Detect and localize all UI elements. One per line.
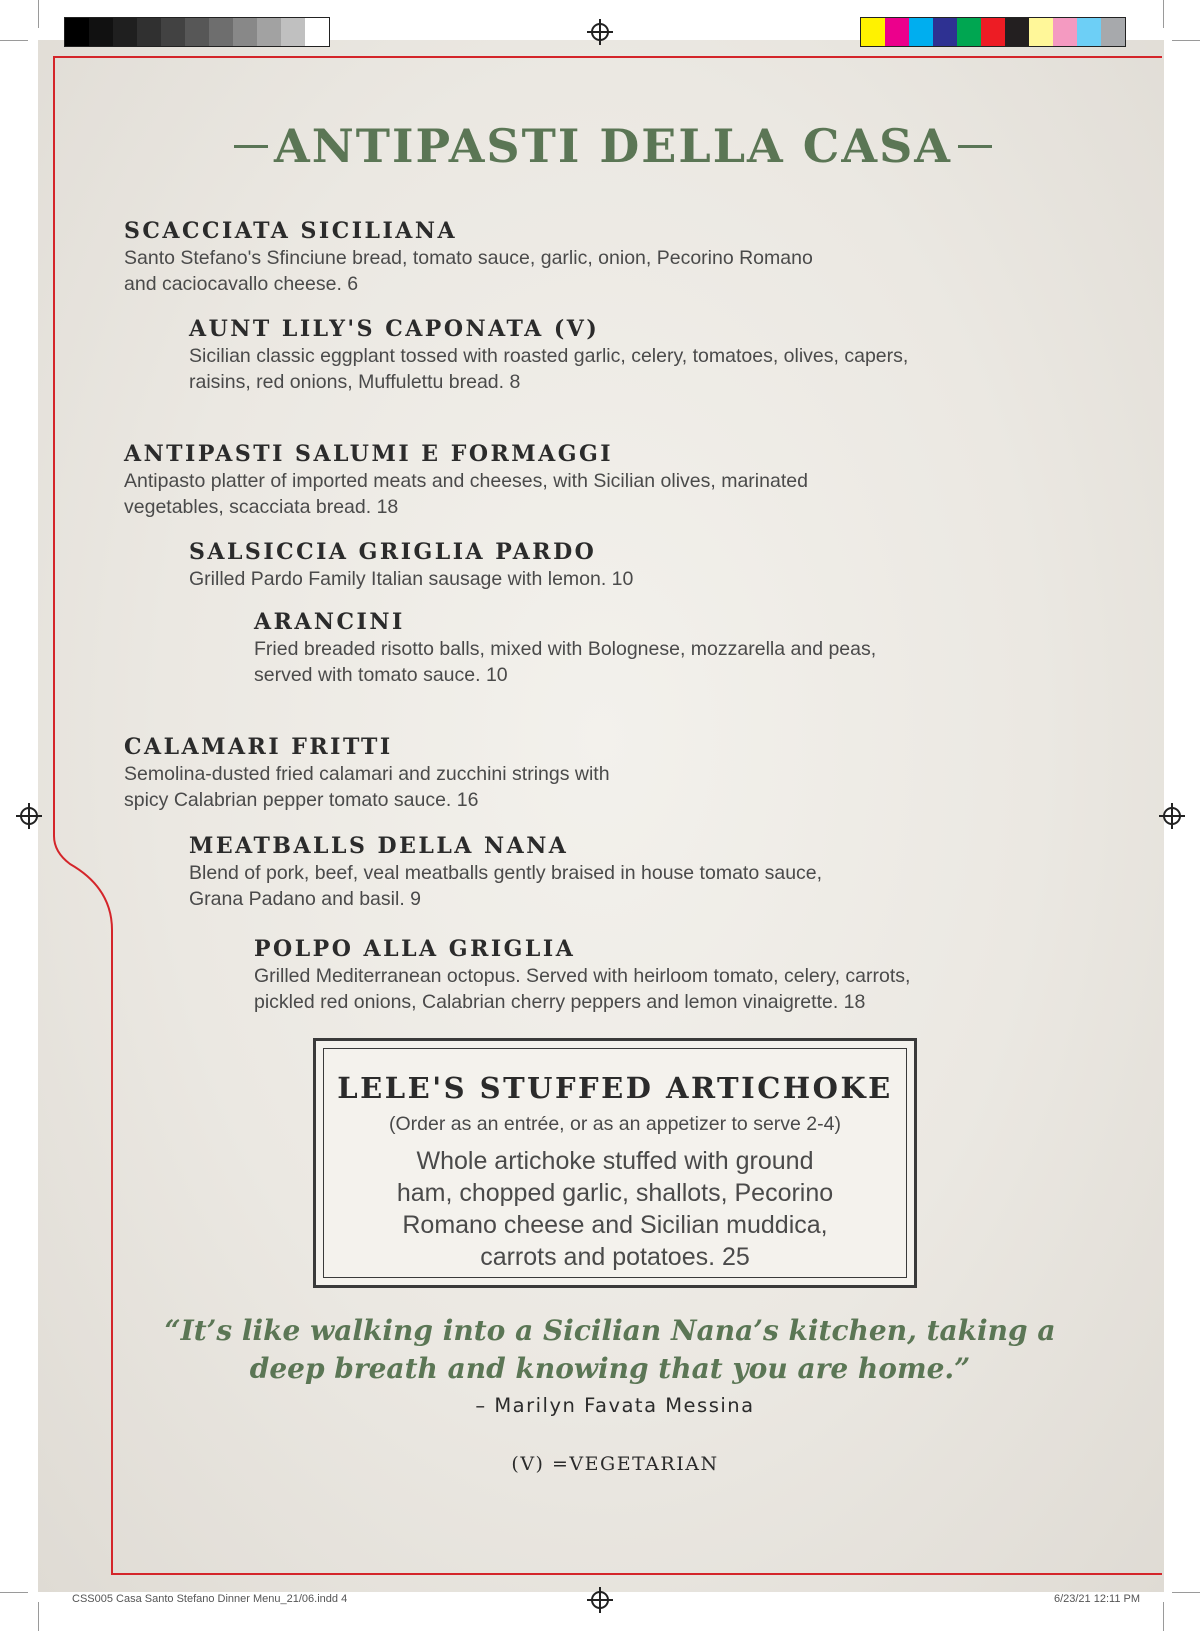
menu-item-description [254, 963, 910, 1015]
description-line: served with tomato sauce. 10 [254, 664, 508, 686]
description-line: pickled red onions, Calabrian cherry peppers and lemon vinaigrette. 18 [254, 991, 866, 1013]
menu-item [189, 832, 822, 912]
quote-line: deep breath and knowing that you are home.” [249, 1352, 971, 1385]
description-line: Grana Padano and basil. 9 [189, 888, 422, 910]
menu-item-description [189, 860, 822, 912]
featured-item-description [356, 1145, 874, 1273]
menu-item-name: SALSICCIA GRIGLIA PARDO [189, 539, 597, 565]
menu-item-name: MEATBALLS DELLA NANA [189, 833, 569, 859]
description-line: Whole artichoke stuffed with ground [416, 1147, 814, 1175]
menu-item-description [189, 343, 908, 395]
description-line: Semolina-dusted fried calamari and zucchini strings with [124, 763, 610, 785]
description-line: raisins, red onions, Muffulettu bread. 8 [189, 371, 521, 393]
description-line: Fried breaded risotto balls, mixed with Bolognese, mozzarella and peas, [254, 638, 877, 660]
featured-item-name: LELE'S STUFFED ARTICHOKE [337, 1071, 893, 1105]
title-right-rule [958, 145, 992, 148]
description-line: carrots and potatoes. 25 [480, 1243, 750, 1271]
menu-item-name: AUNT LILY'S CAPONATA (V) [189, 316, 600, 342]
menu-item [189, 538, 633, 592]
description-line: Romano cheese and Sicilian muddica, [402, 1211, 828, 1239]
testimonial-quote [160, 1312, 1060, 1388]
description-line: Grilled Pardo Family Italian sausage with lemon. 10 [189, 568, 634, 590]
menu-item [254, 935, 910, 1015]
date-slug: 6/23/21 12:11 PM [1053, 1593, 1140, 1605]
description-line: spicy Calabrian pepper tomato sauce. 16 [124, 789, 479, 811]
menu-item-name: ARANCINI [254, 609, 405, 635]
description-line: Sicilian classic eggplant tossed with roasted garlic, celery, tomatoes, olives, capers, [189, 345, 909, 367]
featured-item-box [313, 1038, 917, 1288]
featured-item-note: (Order as an entrée, or as an appetizer to serve 2-4) [389, 1113, 841, 1135]
title-left-rule [234, 145, 268, 148]
description-line: Grilled Mediterranean octopus. Served with heirloom tomato, celery, carrots, [254, 965, 911, 987]
menu-item [254, 608, 876, 688]
menu-item-name: ANTIPASTI SALUMI E FORMAGGI [124, 441, 614, 467]
description-line: Blend of pork, beef, veal meatballs gently braised in house tomato sauce, [189, 862, 823, 884]
menu-item-name: SCACCIATA SICILIANA [124, 218, 458, 244]
menu-item-name: POLPO ALLA GRIGLIA [254, 936, 576, 962]
menu-item-description [124, 761, 610, 813]
menu-item-description [124, 245, 813, 297]
description-line: and caciocavallo cheese. 6 [124, 273, 359, 295]
menu-item [189, 315, 908, 395]
menu-item-name: CALAMARI FRITTI [124, 734, 393, 760]
quote-attribution: – Marilyn Favata Messina [475, 1394, 755, 1417]
menu-item-description [189, 566, 633, 592]
vegetarian-legend: (V) =VEGETARIAN [511, 1453, 719, 1475]
menu-item [124, 733, 610, 813]
file-slug: CSS005 Casa Santo Stefano Dinner Menu_21/06.indd 4 [72, 1593, 348, 1605]
menu-item-description [254, 636, 876, 688]
menu-section-title [228, 118, 998, 174]
description-line: vegetables, scacciata bread. 18 [124, 496, 399, 518]
description-line: Santo Stefano's Sfinciune bread, tomato sauce, garlic, onion, Pecorino Romano [124, 247, 813, 269]
description-line: ham, chopped garlic, shallots, Pecorino [396, 1179, 834, 1207]
menu-item [124, 217, 813, 297]
menu-item [124, 440, 808, 520]
menu-item-description [124, 468, 808, 520]
page-title: ANTIPASTI DELLA CASA [274, 119, 952, 173]
quote-line: “It’s like walking into a Sicilian Nana’s kitchen, taking a [164, 1314, 1056, 1347]
description-line: Antipasto platter of imported meats and cheeses, with Sicilian olives, marinated [124, 470, 808, 492]
